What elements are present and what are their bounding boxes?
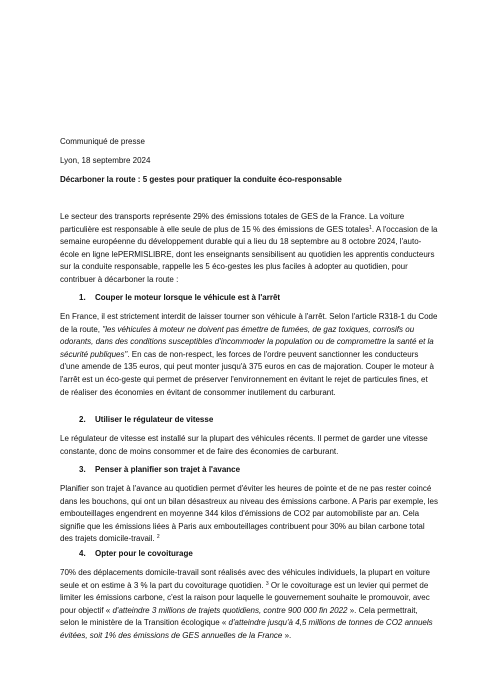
section-number: 2. bbox=[79, 415, 86, 424]
footnote-ref: 3 bbox=[265, 580, 269, 587]
body-text: . En cas de non-respect, les forces de l'ordre peuvent sanctionner les conducteurs d'une amende de 135 euros, qui peut monter jusqu'à 375 euros en cas de majoration. Couper le moteur à l'arrêt est un éco-geste qui permet de préserver l'environnement en évitant le rejet de particules fines, et de réaliser des économies en évitant de consommer inutilement du carburant. bbox=[60, 349, 434, 397]
section-1-body bbox=[60, 311, 438, 399]
section-4-body bbox=[60, 567, 438, 643]
body-text: En France, il est strictement interdit de laisser tourner son véhicule à l'arrêt. Selon l'article R318-1 du Code de la route, bbox=[60, 312, 438, 334]
footnote-ref: 2 bbox=[156, 534, 160, 541]
section-number: 3. bbox=[79, 465, 86, 474]
page-title: Décarboner la route : 5 gestes pour pratiquer la conduite éco-responsable bbox=[60, 175, 342, 184]
intro-text-continued: . A l'occasion de la semaine européenne du développement durable qui a lieu du 18 septembre au 8 octobre 2024, l'auto-école en ligne lePERMISLIBRE, dont les enseignants sensibilisent au quotidien les apprentis conducteurs sur la conduite responsable, rappelle les 5 éco-gestes les plus faciles à adopter au quotidien, pour contribuer à décarboner la route : bbox=[60, 224, 438, 284]
section-number: 4. bbox=[79, 549, 86, 558]
quote: d'atteindre 3 millions de trajets quotidiens, contre 900 000 fin 2022 bbox=[112, 605, 348, 615]
body-text: 70% des déplacements domicile-travail sont réalisés avec des véhicules individuels, la plupart en voiture seule et on estime à 3 % la part du covoiturage quotidien. bbox=[60, 568, 430, 590]
body-text: Le régulateur de vitesse est installé sur la plupart des véhicules récents. Il permet de garder une vitesse constante, donc de moins consommer et de faire des économies de carburant. bbox=[60, 434, 428, 456]
section-heading-text: Couper le moteur lorsque le véhicule est à l'arrêt bbox=[95, 293, 281, 302]
body-text: Planifier son trajet à l'avance au quotidien permet d'éviter les heures de pointe et de ne pas rester coincé dans les bouchons, qui ont un bilan désastreux au niveau des émissions carbone. A Paris par exemple, les embouteillages engendrent en moyenne 344 kilos d'émissions de CO2 par automobiliste par an. Cela signifie que les émissions liées à Paris aux embouteillages contribuent pour 30% au bilan carbone total des trajets domicile-travail. bbox=[60, 484, 439, 544]
section-heading-text: Penser à planifier son trajet à l'avance bbox=[95, 465, 241, 474]
intro-paragraph bbox=[60, 211, 438, 287]
body-text: ». Cela permettrait, selon le ministère de la Transition écologique « bbox=[60, 605, 418, 628]
body-text: ». bbox=[282, 630, 292, 640]
section-2-body bbox=[60, 433, 438, 458]
section-3-heading bbox=[79, 464, 439, 477]
section-2-heading bbox=[79, 414, 439, 427]
quote: d'atteindre jusqu'à 4,5 millions de tonnes de CO2 annuels évitées, soit 1% des émissions de GES annuelles de la France bbox=[60, 618, 433, 640]
section-3-body bbox=[60, 483, 438, 546]
intro-text: Le secteur des transports représente 29% des émissions totales de GES de la France. La voiture particulière est responsable à elle seule de plus de 15 % des émissions de GES totales bbox=[60, 212, 405, 234]
section-heading-text: Opter pour le covoiturage bbox=[95, 549, 193, 558]
footnote-ref: 1 bbox=[369, 224, 372, 231]
legal-quote: "les véhicules à moteur ne doivent pas émettre de fumées, de gaz toxiques, corrosifs ou odorants, dans des conditions susceptibles d'incommoder la population ou de compromettre la santé et la sécurité publiques" bbox=[60, 324, 434, 359]
section-1-heading bbox=[79, 292, 439, 305]
dateline: Lyon, 18 septembre 2024 bbox=[60, 156, 151, 165]
body-text: Or le covoiturage est un levier qui permet de limiter les émissions carbone, c'est la raison pour laquelle le gouvernement souhaite le promouvoir, avec pour objectif « bbox=[60, 580, 430, 615]
section-heading-text: Utiliser le régulateur de vitesse bbox=[95, 415, 214, 424]
document-kind: Communiqué de presse bbox=[60, 137, 145, 146]
section-4-heading bbox=[79, 548, 439, 561]
section-number: 1. bbox=[79, 293, 86, 302]
